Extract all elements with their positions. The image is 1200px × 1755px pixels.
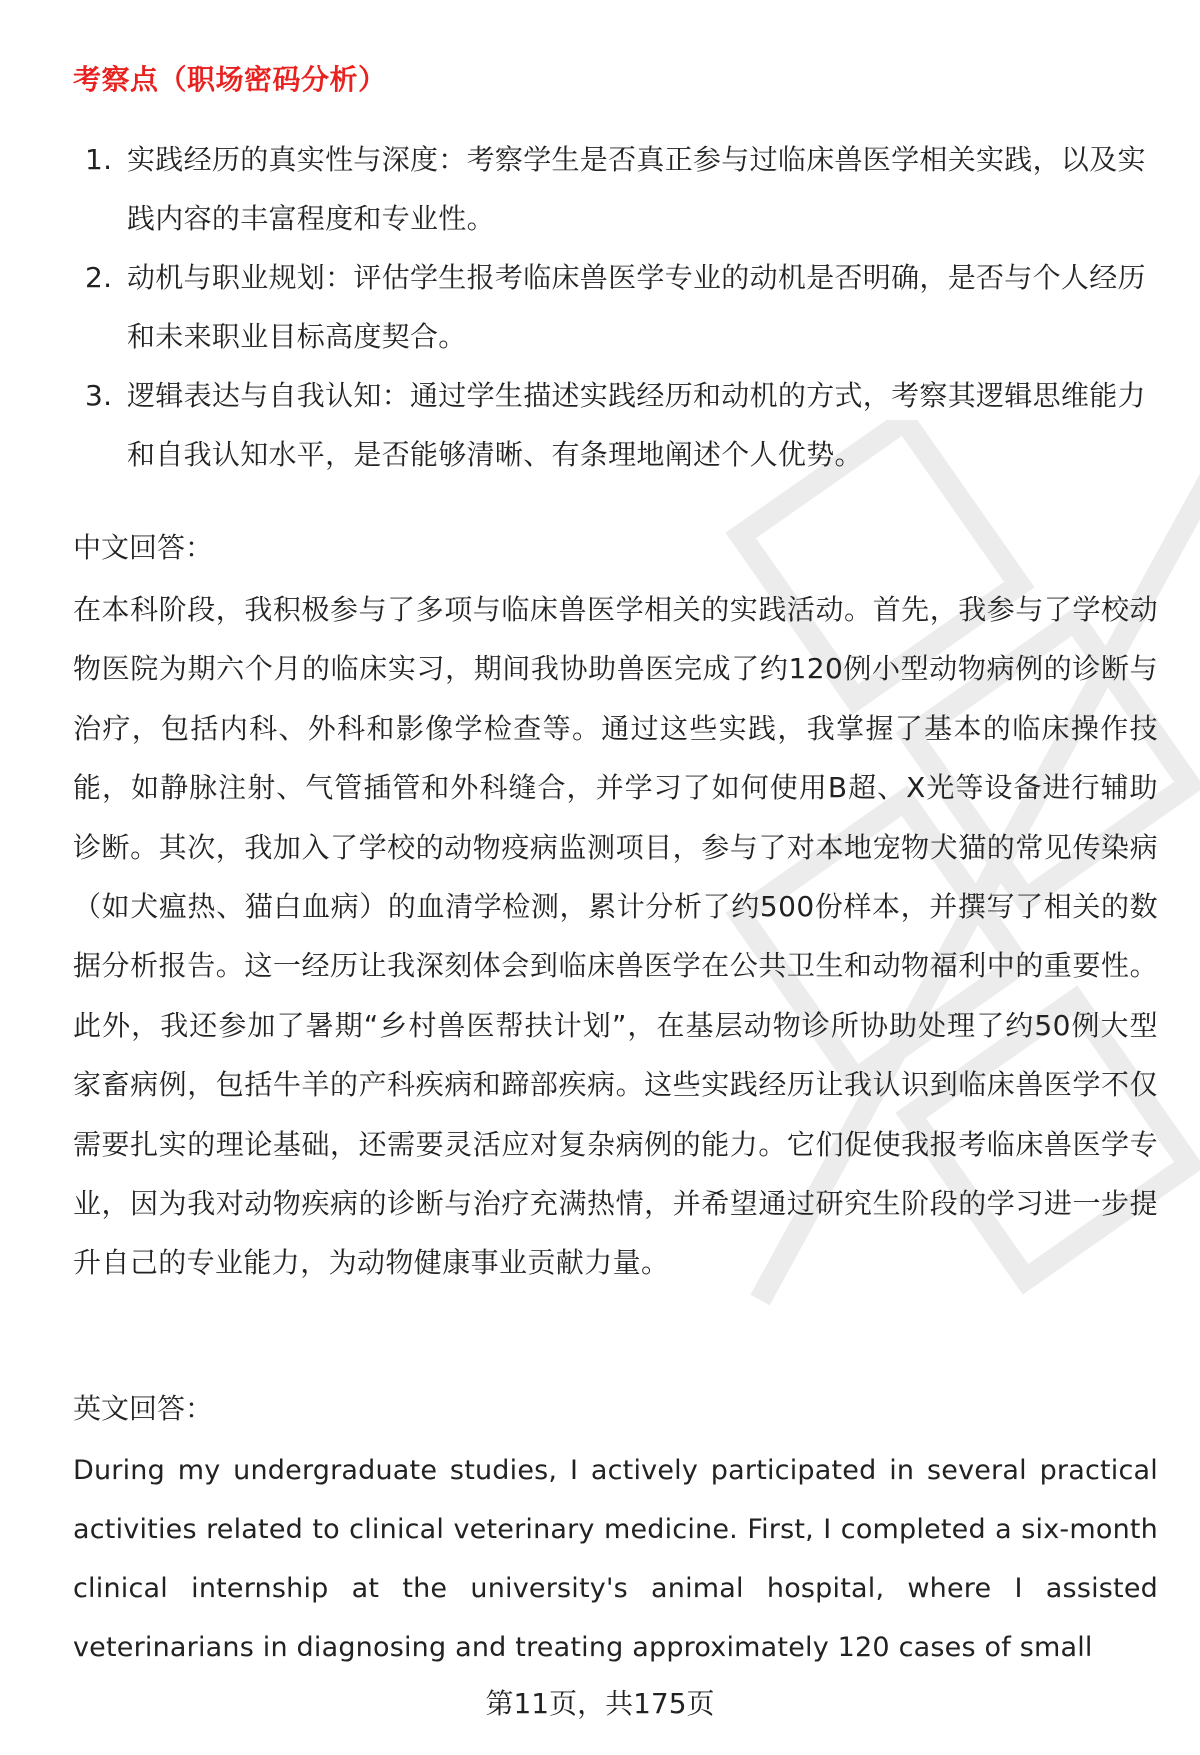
list-item-number: 3. bbox=[85, 379, 113, 412]
list-item bbox=[73, 130, 1153, 248]
english-answer-text: During my undergraduate studies, I actively participated in several practical activities related to clinical veterinary medicine. First, I completed a six-month clinical internship at the university's animal hospital, where I assisted veterinarians in diagnosing and treating approximately 120 cases of small bbox=[73, 1455, 1158, 1663]
chinese-answer-label: 中文回答： bbox=[73, 531, 214, 564]
list-item bbox=[73, 366, 1153, 484]
assessment-points-list bbox=[73, 130, 1153, 484]
list-item-number: 1. bbox=[85, 143, 113, 176]
page-number-footer: 第11页，共175页 bbox=[485, 1687, 715, 1720]
list-item-text: 动机与职业规划：评估学生报考临床兽医学专业的动机是否明确，是否与个人经历和未来职业目标高度契合。 bbox=[127, 261, 1146, 353]
list-item bbox=[73, 248, 1153, 366]
english-answer-label: 英文回答： bbox=[73, 1392, 214, 1425]
list-item-number: 2. bbox=[85, 261, 113, 294]
section-title: 考察点（职场密码分析） bbox=[73, 63, 387, 96]
chinese-answer-text: 在本科阶段，我积极参与了多项与临床兽医学相关的实践活动。首先，我参与了学校动物医院为期六个月的临床实习，期间我协助兽医完成了约120例小型动物病例的诊断与治疗，包括内科、外科和影像学检查等。通过这些实践，我掌握了基本的临床操作技能，如静脉注射、气管插管和外科缝合，并学习了如何使用B超、X光等设备进行辅助诊断。其次，我加入了学校的动物疫病监测项目，参与了对本地宠物犬猫的常见传染病（如犬瘟热、猫白血病）的血清学检测，累计分析了约500份样本，并撰写了相关的数据分析报告。这一经历让我深刻体会到临床兽医学在公共卫生和动物福利中的重要性。此外，我还参加了暑期“乡村兽医帮扶计划”，在基层动物诊所协助处理了约50例大型家畜病例，包括牛羊的产科疾病和蹄部疾病。这些实践经历让我认识到临床兽医学不仅需要扎实的理论基础，还需要灵活应对复杂病例的能力。它们促使我报考临床兽医学专业，因为我对动物疾病的诊断与治疗充满热情，并希望通过研究生阶段的学习进一步提升自己的专业能力，为动物健康事业贡献力量。 bbox=[73, 593, 1158, 1280]
list-item-text: 实践经历的真实性与深度：考察学生是否真正参与过临床兽医学相关实践，以及实践内容的丰富程度和专业性。 bbox=[127, 143, 1146, 235]
list-item-text: 逻辑表达与自我认知：通过学生描述实践经历和动机的方式，考察其逻辑思维能力和自我认知水平，是否能够清晰、有条理地阐述个人优势。 bbox=[127, 379, 1146, 471]
